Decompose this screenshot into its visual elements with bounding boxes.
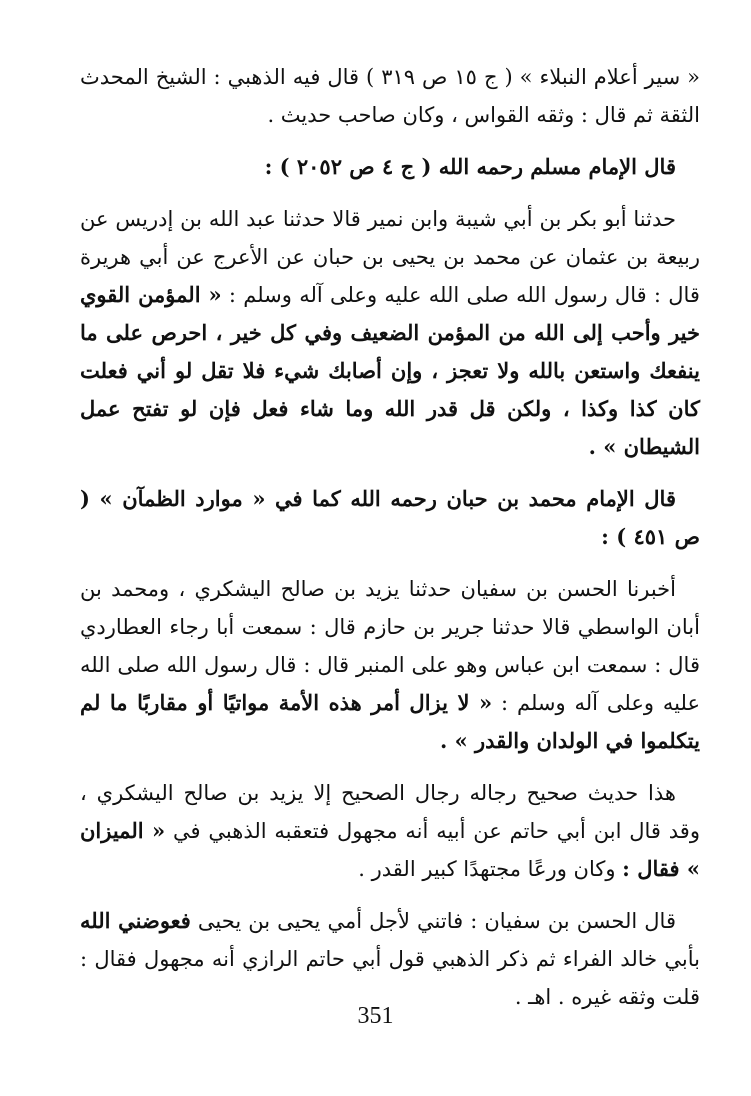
- page-number: 351: [357, 1003, 394, 1029]
- grading-text-end: وكان ورعًا مجتهدًا كبير القدر .: [358, 857, 616, 881]
- page-body: [80, 58, 700, 1030]
- paragraph-hadith-ibn-hibban: [80, 570, 700, 760]
- heading-muslim: [80, 148, 700, 186]
- mizan-reference: « الميزان » فقال :: [80, 818, 700, 881]
- heading-text: قال الإمام مسلم رحمه الله ( ج ٤ ص ٢٠٥٢ ) :: [264, 154, 676, 179]
- hadith-matn: « لا يزال أمر هذه الأمة مواتيًا أو مقاربًا ما لم يتكلموا في الولدان والقدر » .: [80, 690, 700, 753]
- paragraph-text: « سير أعلام النبلاء » ( ج ١٥ ص ٣١٩ ) قال فيه الذهبي : الشيخ المحدث الثقة ثم قال : وثقه القواس ، وكان صاحب حديث .: [80, 65, 700, 127]
- narration-bold: فعوضني الله: [80, 908, 191, 933]
- hadith-matn: « المؤمن القوي خير وأحب إلى الله من المؤمن الضعيف وفي كل خير ، احرص على ما ينفعك واستعن بالله ولا تعجز ، وإن أصابك شيء فلا تقل لو أني فعلت كان كذا وكذا ، ولكن قل قدر الله وما شاء فعل فإن لو تفتح عمل الشيطان » .: [80, 282, 700, 459]
- paragraph-hasan-ibn-sufyan: [80, 902, 700, 1016]
- isnad-text: حدثنا أبو بكر بن أبي شيبة وابن نمير قالا حدثنا عبد الله بن إدريس عن ربيعة بن عثمان عن محمد بن يحيى بن حبان عن الأعرج عن أبي هريرة قال : قال رسول الله صلى الله عليه وعلى آله وسلم :: [80, 207, 700, 307]
- heading-text: قال الإمام محمد بن حبان رحمه الله كما في « موارد الظمآن » ( ص ٤٥١ ) :: [80, 486, 700, 549]
- isnad-text: أخبرنا الحسن بن سفيان حدثنا يزيد بن صالح اليشكري ، ومحمد بن أبان الواسطي قالا حدثنا جرير بن حازم قال : سمعت أبا رجاء العطاردي قال : سمعت ابن عباس وهو على المنبر قال : قال رسول الله صلى الله عليه وعلى آله وسلم :: [80, 577, 700, 715]
- paragraph-siyar-citation: [80, 58, 700, 134]
- narration-text: قال الحسن بن سفيان : فاتني لأجل أمي يحيى بن يحيى: [197, 909, 676, 933]
- heading-ibn-hibban: [80, 480, 700, 556]
- grading-text: هذا حديث صحيح رجاله رجال الصحيح إلا يزيد بن صالح اليشكري ، وقد قال ابن أبي حاتم عن أبيه أنه مجهول فتعقبه الذهبي في: [80, 781, 700, 843]
- paragraph-grading: [80, 774, 700, 888]
- narration-text-end: بأبي خالد الفراء ثم ذكر الذهبي قول أبي حاتم الرازي أنه مجهول فقال : قلت وثقه غيره . اهـ .: [80, 947, 700, 1009]
- paragraph-hadith-muslim: [80, 200, 700, 466]
